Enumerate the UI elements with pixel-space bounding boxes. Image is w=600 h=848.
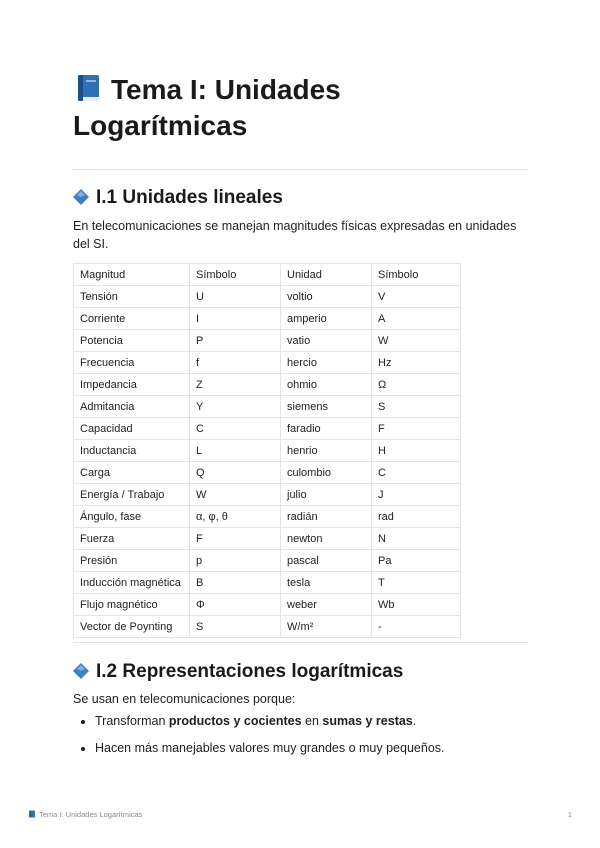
table-cell: ohmio (281, 374, 372, 396)
table-cell: Impedancia (74, 374, 190, 396)
table-cell: C (190, 418, 281, 440)
table-cell: Hz (372, 352, 461, 374)
table-cell: hercio (281, 352, 372, 374)
table-cell: vatio (281, 330, 372, 352)
bullet-bold-text: productos y cocientes (168, 714, 302, 728)
section-heading-2 (73, 660, 403, 684)
table-cell: amperio (281, 308, 372, 330)
bullet-list (73, 712, 445, 766)
table-cell: henrio (281, 440, 372, 462)
page-number: 1 (567, 810, 572, 819)
table-cell: I (190, 308, 281, 330)
section-2-intro: Se usan en telecomunicaciones porque: (73, 692, 296, 706)
table-cell: radián (281, 506, 372, 528)
table-row (74, 330, 461, 352)
document-page (73, 72, 528, 755)
page-title (73, 72, 528, 144)
table-cell: Energía / Trabajo (74, 484, 190, 506)
table-cell: Capacidad (74, 418, 190, 440)
table-cell: culombio (281, 462, 372, 484)
table-header-cell: Unidad (281, 264, 372, 286)
table-header-cell: Símbolo (372, 264, 461, 286)
table-row (74, 286, 461, 308)
table-cell: Pa (372, 550, 461, 572)
table-cell: L (190, 440, 281, 462)
bullet-bold-text: sumas y restas (322, 714, 413, 728)
section-heading-1 (73, 186, 283, 210)
table-cell: W/m² (281, 616, 372, 638)
bullet-text: en (301, 714, 323, 728)
table-cell: Corriente (74, 308, 190, 330)
table-cell: Q (190, 462, 281, 484)
list-item: • Hacen más manejables valores muy grandes o muy pequeños. (95, 739, 445, 757)
table-cell: p (190, 550, 281, 572)
title-line-2: Logarítmicas (73, 110, 248, 141)
table-cell: Fuerza (74, 528, 190, 550)
book-icon (73, 73, 103, 103)
table-cell: weber (281, 594, 372, 616)
table-row (74, 462, 461, 484)
blue-diamond-icon (73, 189, 89, 205)
table-cell: P (190, 330, 281, 352)
footer-text: Tema I: Unidades Logarítmicas (39, 810, 143, 819)
table-cell: Presión (74, 550, 190, 572)
table-cell: U (190, 286, 281, 308)
table-cell: Z (190, 374, 281, 396)
table-cell: Wb (372, 594, 461, 616)
table-cell: W (372, 330, 461, 352)
divider (73, 642, 528, 643)
bullet-text: . (412, 714, 417, 728)
table-header-cell: Magnitud (74, 264, 190, 286)
table-row (74, 572, 461, 594)
table-row (74, 308, 461, 330)
table-cell: F (372, 418, 461, 440)
table-cell: pascal (281, 550, 372, 572)
table-header-cell: Símbolo (190, 264, 281, 286)
table-cell: faradio (281, 418, 372, 440)
divider (73, 169, 528, 170)
table-cell: voltio (281, 286, 372, 308)
table-row (74, 352, 461, 374)
table-cell: Tensión (74, 286, 190, 308)
units-table (73, 263, 461, 638)
table-cell: N (372, 528, 461, 550)
table-row (74, 374, 461, 396)
table-cell: V (372, 286, 461, 308)
title-line-1: Tema I: Unidades (111, 74, 341, 105)
section-heading-1-text: I.1 Unidades lineales (96, 187, 283, 208)
table-cell: F (190, 528, 281, 550)
table-cell: Flujo magnético (74, 594, 190, 616)
table-row (74, 418, 461, 440)
table-cell: Ω (372, 374, 461, 396)
section-1-intro: En telecomunicaciones se manejan magnitudes físicas expresadas en unidades del SI. (73, 219, 517, 251)
table-row (74, 528, 461, 550)
table-cell: W (190, 484, 281, 506)
table-cell: Inductancia (74, 440, 190, 462)
table-cell: α, φ, θ (190, 506, 281, 528)
table-header-row (74, 264, 461, 286)
table-cell: f (190, 352, 281, 374)
table-cell: B (190, 572, 281, 594)
blue-diamond-icon (73, 663, 89, 679)
page-footer (28, 810, 142, 819)
section-heading-2-text: I.2 Representaciones logarítmicas (96, 661, 404, 682)
book-icon (28, 810, 36, 818)
table-cell: A (372, 308, 461, 330)
table-cell: Potencia (74, 330, 190, 352)
table-cell: Ángulo, fase (74, 506, 190, 528)
table-cell: Y (190, 396, 281, 418)
table-cell: tesla (281, 572, 372, 594)
table-cell: C (372, 462, 461, 484)
table-cell: julio (281, 484, 372, 506)
table-row (74, 550, 461, 572)
table-cell: Vector de Poynting (74, 616, 190, 638)
table-cell: S (190, 616, 281, 638)
table-row (74, 506, 461, 528)
table-cell: newton (281, 528, 372, 550)
table-row (74, 484, 461, 506)
bullet-text: Transforman (95, 714, 169, 728)
table-cell: siemens (281, 396, 372, 418)
table-row (74, 616, 461, 638)
table-cell: T (372, 572, 461, 594)
table-cell: S (372, 396, 461, 418)
list-item (95, 712, 445, 730)
table-row (74, 594, 461, 616)
table-row (74, 396, 461, 418)
table-cell: Inducción magnética (74, 572, 190, 594)
table-cell: Carga (74, 462, 190, 484)
table-cell: Φ (190, 594, 281, 616)
table-row (74, 440, 461, 462)
table-cell: - (372, 616, 461, 638)
table-cell: J (372, 484, 461, 506)
table-cell: H (372, 440, 461, 462)
table-cell: Admitancia (74, 396, 190, 418)
table-cell: rad (372, 506, 461, 528)
table-cell: Frecuencia (74, 352, 190, 374)
